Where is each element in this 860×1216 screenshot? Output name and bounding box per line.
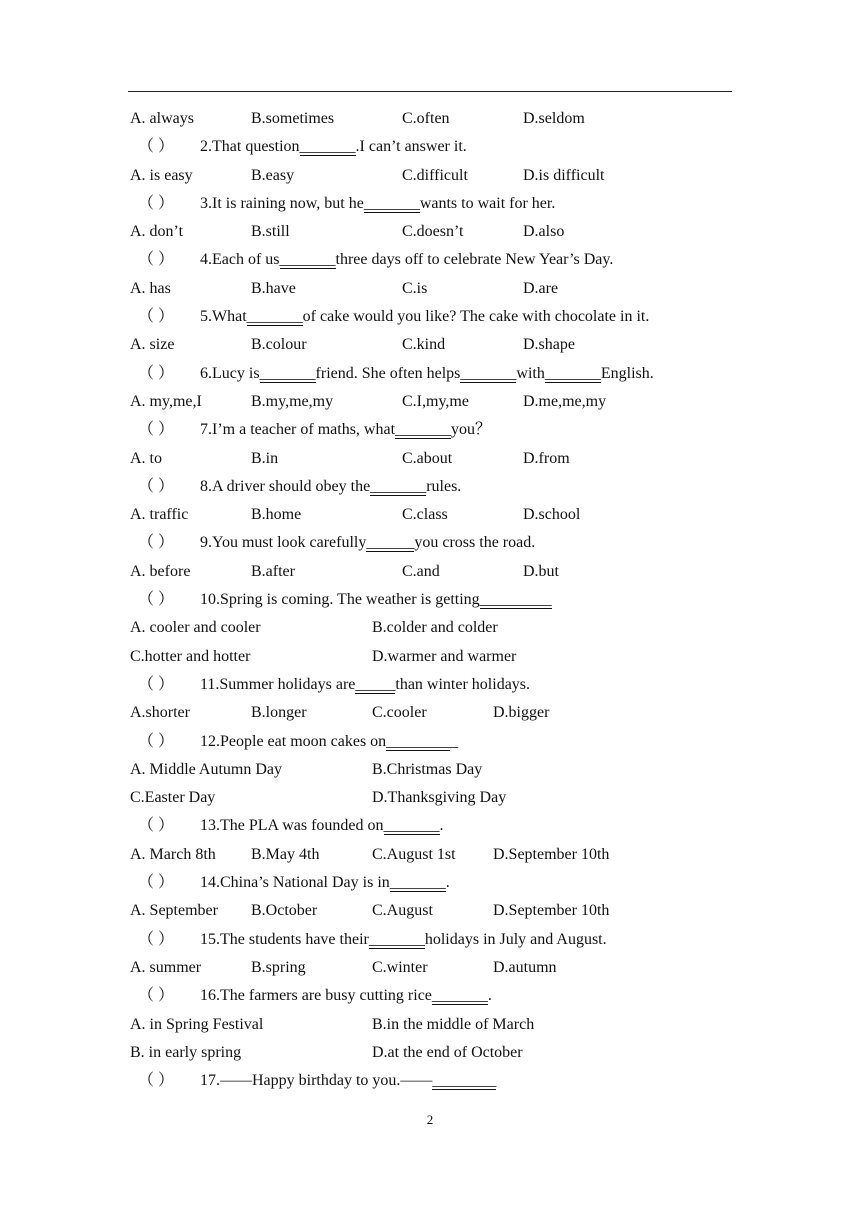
answer-blank: _______ xyxy=(246,308,303,326)
options-line xyxy=(130,699,740,727)
option-c: C.and xyxy=(402,562,440,580)
option-a: A. Middle Autumn Day xyxy=(130,760,282,778)
answer-blank: _______ xyxy=(368,930,425,948)
options-line xyxy=(130,275,740,303)
option-a: A. is easy xyxy=(130,166,193,184)
option-a: A. March 8th xyxy=(130,845,216,863)
question-text: 4.Each of us xyxy=(200,251,280,269)
option-c: C.often xyxy=(402,110,450,127)
question-text: 16.The farmers are busy cutting rice xyxy=(200,987,432,1005)
option-a: A. traffic xyxy=(130,506,189,524)
answer-blank: _________ xyxy=(479,591,552,609)
question-text: 10.Spring is coming. The weather is getting xyxy=(200,591,480,609)
option-a: A. September xyxy=(130,902,218,920)
option-a: A. my,me,I xyxy=(130,392,202,410)
options-line xyxy=(130,841,740,869)
option-d: D.me,me,my xyxy=(523,392,607,410)
question-line xyxy=(130,360,740,388)
question-text: . xyxy=(445,874,450,892)
answer-bracket: （ ） xyxy=(138,138,175,156)
option-a: B. in early spring xyxy=(130,1043,242,1061)
options-line xyxy=(130,1011,740,1039)
options-line xyxy=(130,756,740,784)
option-c: C.cooler xyxy=(372,704,427,722)
question-line xyxy=(130,416,740,444)
options-line xyxy=(130,1039,740,1067)
option-b: B.home xyxy=(251,506,302,524)
question-line xyxy=(130,529,740,557)
question-text: .I can’t answer it. xyxy=(355,138,467,156)
question-line xyxy=(130,812,740,840)
question-line xyxy=(130,1067,740,1095)
question-line xyxy=(130,303,740,331)
answer-blank: ________ xyxy=(432,1072,497,1090)
option-d: D.bigger xyxy=(493,704,550,722)
question-text: than winter holidays. xyxy=(395,675,531,693)
question-text: . xyxy=(487,987,492,1005)
answer-blank: ________ xyxy=(386,732,451,750)
question-text: 5.What xyxy=(200,308,247,326)
question-line xyxy=(130,246,740,274)
options-line xyxy=(130,954,740,982)
question-line xyxy=(130,190,740,218)
option-d: D.is difficult xyxy=(523,166,605,184)
answer-bracket: （ ） xyxy=(138,534,175,552)
answer-blank: ______ xyxy=(366,534,415,552)
option-a: A. don’t xyxy=(130,223,184,241)
answer-blank: _______ xyxy=(389,874,446,892)
answer-blank: _______ xyxy=(279,251,336,269)
option-b: B.have xyxy=(251,279,296,297)
question-text: of cake would you like? The cake with chocolate in it. xyxy=(302,308,650,326)
options-line xyxy=(130,501,740,529)
question-text: 17.——Happy birthday to you.—— xyxy=(200,1072,433,1090)
question-text: _ xyxy=(450,732,459,750)
option-d: D.from xyxy=(523,449,570,467)
answer-bracket: （ ） xyxy=(138,477,175,495)
header-rule xyxy=(128,91,732,92)
answer-blank: _______ xyxy=(370,477,427,495)
option-b: B.October xyxy=(251,902,318,920)
question-text: 15.The students have their xyxy=(200,930,369,948)
question-text: with xyxy=(516,364,545,382)
option-c: C.August xyxy=(372,902,433,920)
option-b: B.longer xyxy=(251,704,307,722)
answer-blank: _______ xyxy=(431,987,488,1005)
option-b: B.in the middle of March xyxy=(372,1015,535,1033)
option-b: B.after xyxy=(251,562,295,580)
option-a: A. in Spring Festival xyxy=(130,1015,264,1033)
options-line xyxy=(130,105,740,133)
options-line xyxy=(130,784,740,812)
answer-bracket: （ ） xyxy=(138,1072,175,1090)
option-a: C.hotter and hotter xyxy=(130,647,251,665)
option-b: D.Thanksgiving Day xyxy=(372,789,507,807)
answer-bracket: （ ） xyxy=(138,308,175,326)
question-line xyxy=(130,926,740,954)
question-text: rules. xyxy=(426,477,462,495)
option-b: D.warmer and warmer xyxy=(372,647,517,665)
options-line xyxy=(130,218,740,246)
option-c: C.about xyxy=(402,449,453,467)
option-d: D.school xyxy=(523,506,581,524)
options-line xyxy=(130,388,740,416)
option-c: C.kind xyxy=(402,336,446,354)
option-b: B.colder and colder xyxy=(372,619,498,637)
answer-bracket: （ ） xyxy=(138,251,175,269)
option-c: C.class xyxy=(402,506,448,524)
option-b: B.easy xyxy=(251,166,295,184)
option-b: B.in xyxy=(251,449,279,467)
question-line xyxy=(130,728,740,756)
page-number: 2 xyxy=(426,1112,434,1127)
option-a: A. always xyxy=(130,110,194,127)
question-text: holidays in July and August. xyxy=(424,930,607,948)
answer-blank: _______ xyxy=(383,817,440,835)
option-d: D.autumn xyxy=(493,958,557,976)
option-b: B.still xyxy=(251,223,290,241)
question-text: wants to wait for her. xyxy=(419,194,556,212)
option-d: D.seldom xyxy=(523,110,585,127)
option-a: A. summer xyxy=(130,958,202,976)
option-a: C.Easter Day xyxy=(130,789,216,807)
answer-blank: _______ xyxy=(299,138,356,156)
option-d: D.but xyxy=(523,562,559,580)
question-text: 12.People eat moon cakes on xyxy=(200,732,387,750)
options-line xyxy=(130,331,740,359)
option-b: B.sometimes xyxy=(251,110,335,127)
options-line xyxy=(130,162,740,190)
option-a: A. to xyxy=(130,449,162,467)
option-d: D.are xyxy=(523,279,559,297)
option-c: C.I,my,me xyxy=(402,392,469,410)
question-text: 13.The PLA was founded on xyxy=(200,817,384,835)
option-c: C.difficult xyxy=(402,166,468,184)
question-text: 9.You must look carefully xyxy=(200,534,367,552)
question-line xyxy=(130,671,740,699)
answer-bracket: （ ） xyxy=(138,675,175,693)
answer-bracket: （ ） xyxy=(138,817,175,835)
answer-blank: _______ xyxy=(395,421,452,439)
question-text: you cross the road. xyxy=(414,534,536,552)
question-text: friend. She often helps xyxy=(315,364,461,382)
answer-bracket: （ ） xyxy=(138,194,175,212)
option-b: D.at the end of October xyxy=(372,1043,523,1061)
answer-bracket: （ ） xyxy=(138,930,175,948)
option-c: C.August 1st xyxy=(372,845,456,863)
question-text: you？ xyxy=(451,421,492,439)
answer-blank: _______ xyxy=(544,364,601,382)
option-d: D.September 10th xyxy=(493,845,610,863)
answer-blank: _______ xyxy=(460,364,517,382)
option-a: A. cooler and cooler xyxy=(130,619,261,637)
answer-bracket: （ ） xyxy=(138,874,175,892)
question-line xyxy=(130,586,740,614)
question-line xyxy=(130,869,740,897)
answer-bracket: （ ） xyxy=(138,591,175,609)
option-a: A. has xyxy=(130,279,171,297)
answer-bracket: （ ） xyxy=(138,732,175,750)
options-line xyxy=(130,614,740,642)
option-b: B.Christmas Day xyxy=(372,760,483,778)
answer-blank: _____ xyxy=(355,675,396,693)
options-line xyxy=(130,643,740,671)
options-line xyxy=(130,558,740,586)
question-line xyxy=(130,473,740,501)
question-text: 14.China’s National Day is in xyxy=(200,874,390,892)
option-b: B.colour xyxy=(251,336,307,354)
option-c: C.doesn’t xyxy=(402,223,464,241)
option-a: A.shorter xyxy=(130,704,190,722)
question-text: 8.A driver should obey the xyxy=(200,477,371,495)
options-line xyxy=(130,897,740,925)
question-text: 7.I’m a teacher of maths, what xyxy=(200,421,396,439)
option-b: B.my,me,my xyxy=(251,392,334,410)
option-a: A. size xyxy=(130,336,175,354)
question-text: 6.Lucy is xyxy=(200,364,260,382)
question-text: three days off to celebrate New Year’s Day. xyxy=(335,251,614,269)
answer-blank: _______ xyxy=(363,194,420,212)
answer-bracket: （ ） xyxy=(138,987,175,1005)
option-d: D.shape xyxy=(523,336,575,354)
question-text: 3.It is raining now, but he xyxy=(200,194,364,212)
option-b: B.May 4th xyxy=(251,845,320,863)
option-a: A. before xyxy=(130,562,191,580)
question-line xyxy=(130,133,740,161)
answer-blank: _______ xyxy=(259,364,316,382)
question-line xyxy=(130,982,740,1010)
option-c: C.winter xyxy=(372,958,428,976)
question-list xyxy=(130,105,740,1095)
option-c: C.is xyxy=(402,279,428,297)
question-text: 11.Summer holidays are xyxy=(200,675,356,693)
option-d: D.September 10th xyxy=(493,902,610,920)
question-text: . xyxy=(439,817,444,835)
option-d: D.also xyxy=(523,223,565,241)
answer-bracket: （ ） xyxy=(138,364,175,382)
options-line xyxy=(130,445,740,473)
answer-bracket: （ ） xyxy=(138,421,175,439)
question-text: 2.That question xyxy=(200,138,300,156)
question-text: English. xyxy=(600,364,654,382)
option-b: B.spring xyxy=(251,958,306,976)
